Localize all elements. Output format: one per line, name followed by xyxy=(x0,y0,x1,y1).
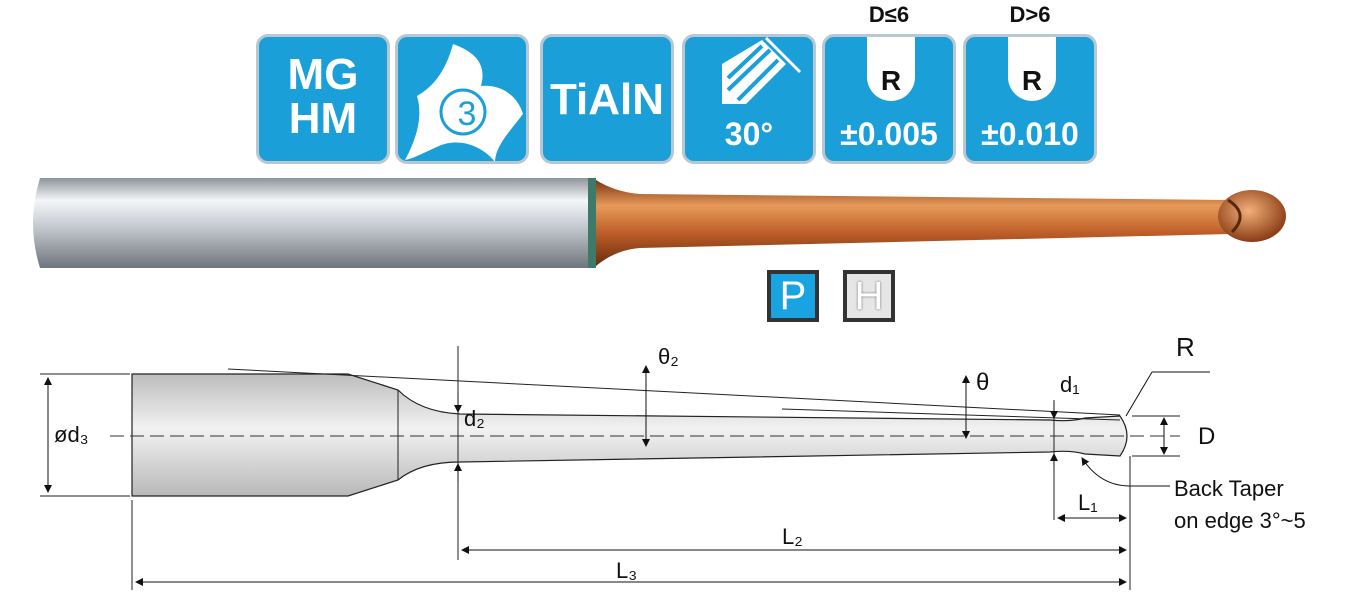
helix-angle: 30° xyxy=(724,116,774,152)
label-L1: L₁ xyxy=(1078,490,1098,515)
tolerance-large-label: R xyxy=(1021,65,1043,96)
tolerance-large-header: D>6 xyxy=(1009,2,1051,27)
tolerance-small-value: ±0.005 xyxy=(840,116,938,152)
material-line2: HM xyxy=(288,94,358,143)
tolerance-large-value: ±0.010 xyxy=(981,116,1079,152)
coating-text: TiAlN xyxy=(549,75,665,124)
label-back-taper-range: on edge 3°~5 xyxy=(1174,508,1306,533)
material-p-icon: P xyxy=(767,270,819,322)
label-L3: L₃ xyxy=(616,558,638,583)
label-theta2: θ₂ xyxy=(658,344,679,369)
material-line1: MG xyxy=(287,50,359,99)
tolerance-small-header: D≤6 xyxy=(868,2,910,27)
label-theta: θ xyxy=(976,369,990,396)
label-L2: L₂ xyxy=(782,524,803,549)
tolerance-small-label: R xyxy=(880,65,902,96)
label-d2: d₂ xyxy=(464,406,485,431)
label-d1: d₁ xyxy=(1060,372,1080,397)
label-D: D xyxy=(1198,423,1216,450)
label-R: R xyxy=(1176,332,1195,362)
flute-count: 3 xyxy=(457,95,477,133)
material-h-icon: H xyxy=(843,270,895,322)
label-d3: ød₃ xyxy=(54,422,89,447)
label-back-taper: Back Taper xyxy=(1174,476,1284,501)
